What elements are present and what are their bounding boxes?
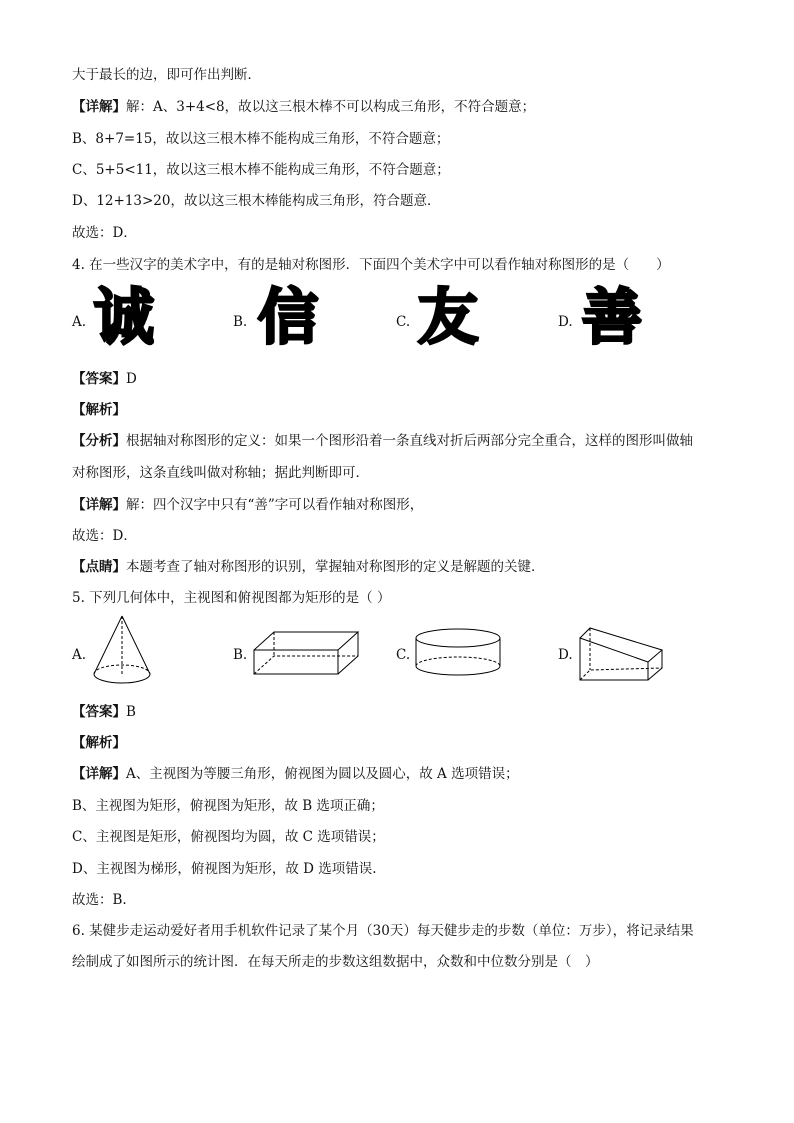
detail-tag: 【详解】: [72, 497, 126, 513]
option-a-label: A.: [72, 647, 87, 663]
answer-tag: 【答案】: [72, 704, 126, 720]
comment-tag: 【点睛】: [72, 559, 126, 575]
text-line: D、12+13>20，故以这三根木棒能构成三角形，符合题意．: [72, 193, 441, 209]
prism-shape: [576, 624, 668, 684]
text-line: D、主视图为梯形，俯视图为矩形，故 D 选项错误.: [72, 861, 377, 877]
question-6-stem: 6. 某健步走运动爱好者用手机软件记录了某个月（30天）每天健步走的步数（单位：万步），将记录结果: [72, 923, 694, 939]
question-4-options: [72, 282, 722, 362]
option-c-label: C.: [396, 647, 411, 663]
text-line: 故选：D．: [72, 225, 137, 241]
comment-text: 本题考查了轴对称图形的识别，掌握轴对称图形的定义是解题的关键．: [126, 559, 545, 575]
detail-tag: 【详解】: [72, 99, 126, 115]
text-line: 大于最长的边，即可作出判断．: [72, 67, 261, 83]
text-line: B、主视图为矩形，俯视图为矩形，故 B 选项正确；: [72, 798, 384, 814]
fenxi-line: [72, 432, 693, 450]
detail-line: [72, 765, 519, 783]
question-5-stem: 5. 下列几何体中，主视图和俯视图都为矩形的是（ ）: [72, 590, 391, 606]
text-line: 故选：D．: [72, 528, 137, 544]
detail-text: 解：A、3+4<8，故以这三根木棒不可以构成三角形，不符合题意；: [126, 99, 536, 115]
option-d-glyph: 善: [582, 283, 642, 353]
comment-line: [72, 558, 545, 576]
detail-tag: 【详解】: [72, 766, 126, 782]
text-line: [72, 98, 535, 116]
option-b-glyph: 信: [258, 283, 318, 353]
question-6-stem-cont: 绘制成了如图所示的统计图．在每天所走的步数这组数据中，众数和中位数分别是（ ）: [72, 954, 599, 970]
answer-line: [72, 703, 136, 721]
option-c-glyph: 友: [418, 283, 478, 353]
cuboid-shape: [252, 628, 364, 678]
option-a-label: A.: [72, 314, 87, 330]
fenxi-text: 根据轴对称图形的定义：如果一个图形沿着一条直线对折后两部分完全重合，这样的图形叫做轴: [126, 433, 693, 449]
answer-value: D: [126, 371, 137, 387]
analysis-tag: 【解析】: [72, 402, 126, 418]
cylinder-shape: [412, 626, 504, 678]
analysis-tag: 【解析】: [72, 735, 126, 751]
cone-shape: [90, 612, 154, 688]
question-5-options: [72, 612, 722, 692]
question-4-stem: 4. 在一些汉字的美术字中，有的是轴对称图形．下面四个美术字中可以看作轴对称图形的是（ ）: [72, 257, 670, 273]
text-line: 故选：B.: [72, 892, 127, 908]
text-line: C、主视图是矩形，俯视图均为圆，故 C 选项错误；: [72, 829, 385, 845]
answer-value: B: [126, 704, 136, 720]
option-a-glyph: 诚: [94, 283, 154, 353]
option-b-label: B.: [233, 314, 248, 330]
detail-line: [72, 496, 423, 514]
answer-line: [72, 370, 137, 388]
option-b-label: B.: [233, 647, 248, 663]
text-line: C、5+5<11，故以这三根木棒不能构成三角形，不符合题意；: [72, 162, 450, 178]
answer-tag: 【答案】: [72, 371, 126, 387]
text-line: B、8+7=15，故以这三根木棒不能构成三角形，不符合题意；: [72, 131, 450, 147]
option-d-label: D.: [558, 314, 573, 330]
detail-text: A、主视图为等腰三角形，俯视图为圆以及圆心，故 A 选项错误；: [126, 766, 519, 782]
fenxi-tag: 【分析】: [72, 433, 126, 449]
option-c-label: C.: [396, 314, 411, 330]
detail-text: 解：四个汉字中只有“善”字可以看作轴对称图形，: [126, 497, 424, 513]
option-d-label: D.: [558, 647, 573, 663]
text-line: 对称图形，这条直线叫做对称轴；据此判断即可．: [72, 465, 369, 481]
